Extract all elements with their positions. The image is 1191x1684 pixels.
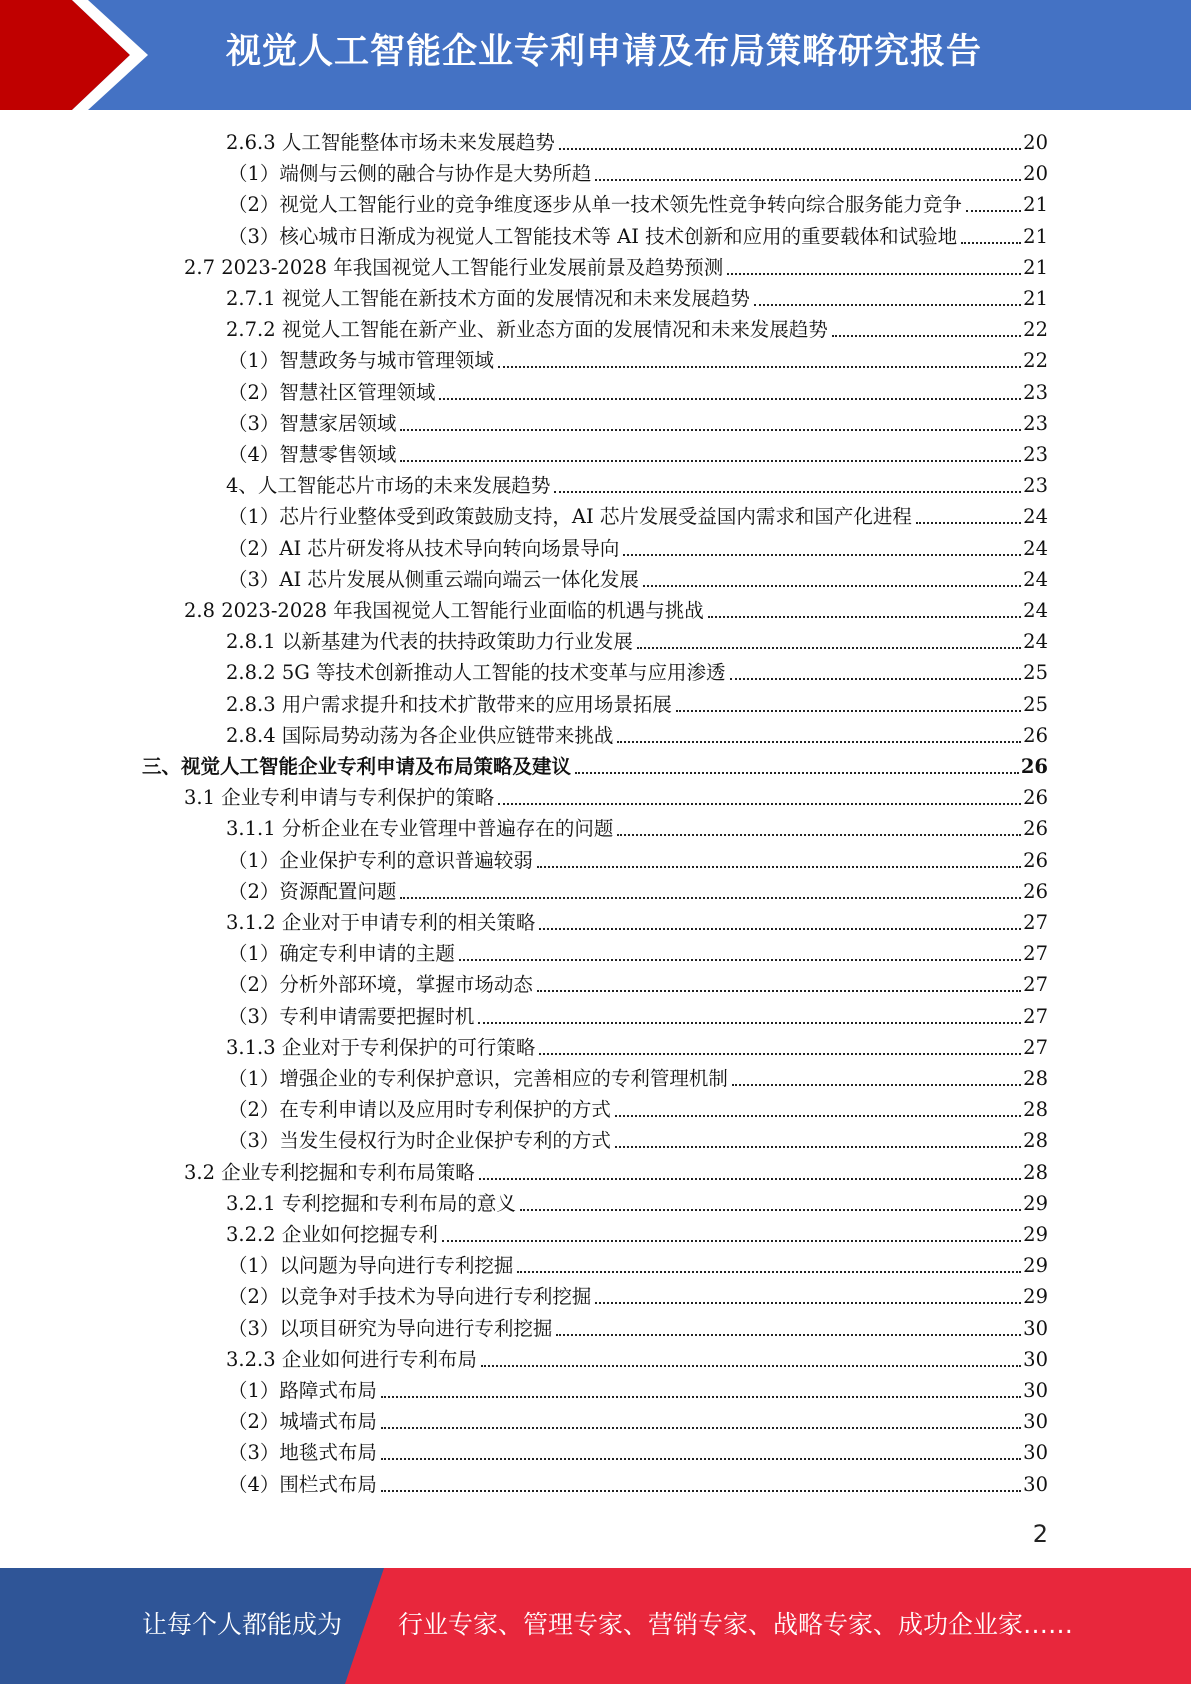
toc-entry-title: 3.1.1 分析企业在专业管理中普遍存在的问题: [226, 817, 614, 841]
toc-entry-title: 2.8.3 用户需求提升和技术扩散带来的应用场景拓展: [226, 692, 672, 716]
toc-dot-leader: [643, 585, 1021, 587]
toc-dot-leader: [617, 741, 1021, 743]
toc-entry[interactable]: [184, 595, 1048, 626]
toc-dot-leader: [537, 990, 1021, 992]
toc-entry-page: 24: [1023, 599, 1048, 622]
toc-entry-title: 2.7.2 视觉人工智能在新产业、新业态方面的发展情况和未来发展趋势: [226, 318, 828, 342]
toc-dot-leader: [400, 429, 1021, 431]
toc-entry-page: 23: [1023, 380, 1048, 404]
toc-entry-title: （3）AI 芯片发展从侧重云端向端云一体化发展: [228, 567, 639, 591]
toc-entry-page: 27: [1023, 942, 1048, 966]
toc-entry[interactable]: [184, 782, 1048, 813]
toc-entry-page: 23: [1023, 443, 1048, 466]
toc-entry[interactable]: [226, 720, 1048, 751]
toc-entry[interactable]: [228, 1094, 1048, 1125]
toc-entry[interactable]: [228, 1406, 1048, 1437]
toc-entry-page: 26: [1023, 848, 1048, 872]
toc-dot-leader: [481, 1365, 1021, 1367]
toc-dot-leader: [595, 1302, 1021, 1304]
toc-entry-title: 2.7.1 视觉人工智能在新技术方面的发展情况和未来发展趋势: [226, 287, 750, 310]
toc-dot-leader: [459, 959, 1021, 961]
toc-entry[interactable]: [228, 377, 1048, 408]
toc-entry-page: 29: [1023, 1223, 1048, 1246]
toc-entry-page: 27: [1023, 911, 1048, 934]
toc-entry-page: 30: [1023, 1347, 1048, 1371]
toc-entry-page: 30: [1023, 1472, 1048, 1496]
toc-entry-page: 28: [1023, 1160, 1048, 1184]
toc-entry-page: 28: [1023, 1098, 1048, 1122]
toc-dot-leader: [517, 1271, 1021, 1273]
toc-entry-title: （3）智慧家居领域: [228, 411, 397, 435]
toc-dot-leader: [708, 616, 1021, 618]
toc-entry[interactable]: [228, 221, 1048, 252]
toc-entry-page: 29: [1023, 1254, 1048, 1278]
toc-entry-title: 3.2.2 企业如何挖掘专利: [226, 1223, 438, 1246]
toc-entry-page: 30: [1023, 1410, 1048, 1434]
toc-dot-leader: [478, 1022, 1021, 1024]
toc-entry-page: 26: [1020, 755, 1048, 778]
toc-entry-title: （3）以项目研究为导向进行专利挖掘: [228, 1316, 553, 1340]
toc-entry-page: 21: [1023, 255, 1048, 279]
toc-entry-page: 29: [1023, 1285, 1048, 1309]
toc-entry[interactable]: [226, 1032, 1048, 1063]
toc-entry-title: （1）增强企业的专利保护意识，完善相应的专利管理机制: [228, 1067, 728, 1090]
toc-entry[interactable]: [228, 1375, 1048, 1406]
toc-entry-page: 20: [1023, 162, 1048, 186]
toc-entry[interactable]: [226, 314, 1048, 345]
toc-entry-page: 27: [1023, 1035, 1048, 1059]
toc-entry-page: 22: [1023, 318, 1048, 342]
toc-entry-page: 27: [1023, 1004, 1048, 1028]
toc-entry[interactable]: [228, 969, 1048, 1000]
toc-entry-title: 三、视觉人工智能企业专利申请及布局策略及建议: [142, 755, 572, 778]
toc-entry[interactable]: [228, 1063, 1048, 1094]
toc-entry-page: 24: [1023, 567, 1048, 591]
toc-dot-leader: [961, 242, 1021, 244]
toc-entry-page: 22: [1023, 349, 1048, 373]
toc-entry[interactable]: [228, 1001, 1048, 1032]
toc-entry-title: （4）智慧零售领域: [228, 443, 397, 466]
toc-entry-title: 2.8 2023-2028 年我国视觉人工智能行业面临的机遇与挑战: [184, 599, 704, 622]
toc-dot-leader: [556, 1334, 1021, 1336]
toc-entry-title: 3.2.1 专利挖掘和专利布局的意义: [226, 1191, 516, 1215]
toc-entry[interactable]: [228, 564, 1048, 595]
toc-entry-title: （1）芯片行业整体受到政策鼓励支持，AI 芯片发展受益国内需求和国产化进程: [228, 505, 912, 529]
toc-entry-title: （1）企业保护专利的意识普遍较弱: [228, 848, 533, 872]
toc-dot-leader: [916, 522, 1021, 524]
toc-dot-leader: [400, 460, 1021, 462]
toc-dot-leader: [498, 803, 1021, 805]
toc-entry-page: 26: [1023, 879, 1048, 903]
toc-entry-page: 25: [1023, 661, 1048, 685]
footer-banner: [0, 1568, 1191, 1684]
toc-entry-title: （2）资源配置问题: [228, 879, 397, 903]
toc-entry[interactable]: [228, 158, 1048, 189]
toc-entry-title: （1）路障式布局: [228, 1379, 377, 1402]
toc-entry-page: 26: [1023, 723, 1048, 747]
toc-entry-title: 3.1 企业专利申请与专利保护的策略: [184, 786, 495, 810]
toc-entry[interactable]: [226, 813, 1048, 844]
toc-entry[interactable]: [228, 189, 1048, 220]
toc-entry-title: （3）核心城市日渐成为视觉人工智能技术等 AI 技术创新和应用的重要载体和试验地: [228, 224, 958, 248]
toc-entry[interactable]: [228, 876, 1048, 907]
toc-entry-page: 26: [1023, 817, 1048, 841]
toc-entry-page: 30: [1023, 1379, 1048, 1402]
toc-entry-title: 3.2 企业专利挖掘和专利布局策略: [184, 1160, 475, 1184]
toc-dot-leader: [498, 366, 1021, 368]
toc-entry-page: 21: [1023, 287, 1048, 310]
toc-entry[interactable]: [228, 408, 1048, 439]
toc-entry-page: 24: [1023, 630, 1048, 654]
report-header: [0, 0, 1191, 110]
toc-entry[interactable]: [228, 1469, 1048, 1500]
toc-entry-page: 24: [1023, 505, 1048, 529]
toc-dot-leader: [381, 1396, 1021, 1398]
toc-entry-title: （2）城墙式布局: [228, 1410, 377, 1434]
toc-entry-page: 21: [1023, 193, 1048, 217]
toc-entry[interactable]: [184, 252, 1048, 283]
toc-dot-leader: [676, 710, 1021, 712]
toc-dot-leader: [730, 678, 1022, 680]
toc-dot-leader: [595, 179, 1021, 181]
toc-entry[interactable]: [228, 1125, 1048, 1156]
toc-entry-title: （1）端侧与云侧的融合与协作是大势所趋: [228, 162, 592, 186]
toc-dot-leader: [539, 928, 1021, 930]
toc-entry-title: （2）分析外部环境，掌握市场动态: [228, 973, 533, 997]
toc-dot-leader: [617, 834, 1021, 836]
toc-dot-leader: [623, 554, 1021, 556]
toc-entry-title: 3.2.3 企业如何进行专利布局: [226, 1347, 477, 1371]
toc-entry-page: 26: [1023, 786, 1048, 810]
toc-entry[interactable]: [228, 345, 1048, 376]
toc-entry-page: 20: [1023, 131, 1048, 154]
toc-entry[interactable]: [226, 470, 1048, 501]
toc-entry-title: 2.8.1 以新基建为代表的扶持政策助力行业发展: [226, 630, 633, 654]
toc-entry[interactable]: [228, 439, 1048, 470]
footer-slogan-roles: 行业专家、管理专家、营销专家、战略专家、成功企业家……: [398, 1610, 1074, 1639]
toc-entry-title: 2.6.3 人工智能整体市场未来发展趋势: [226, 131, 555, 154]
toc-entry[interactable]: [228, 1281, 1048, 1312]
toc-entry[interactable]: [226, 127, 1048, 158]
toc-entry[interactable]: [226, 1188, 1048, 1219]
toc-entry[interactable]: [142, 751, 1048, 782]
toc-entry-page: 29: [1023, 1191, 1048, 1215]
toc-entry-page: 30: [1023, 1441, 1048, 1465]
toc-dot-leader: [754, 304, 1021, 306]
toc-entry[interactable]: [226, 1344, 1048, 1375]
toc-dot-leader: [966, 210, 1021, 212]
page-number: 2: [1032, 1520, 1048, 1548]
toc-dot-leader: [381, 1458, 1021, 1460]
toc-entry[interactable]: [228, 1250, 1048, 1281]
toc-entry-page: 24: [1023, 536, 1048, 560]
toc-entry-title: （2）以竞争对手技术为导向进行专利挖掘: [228, 1285, 592, 1309]
toc-entry-page: 25: [1023, 692, 1048, 716]
toc-dot-leader: [442, 1240, 1021, 1242]
toc-dot-leader: [381, 1427, 1021, 1429]
toc-dot-leader: [832, 335, 1021, 337]
toc-entry[interactable]: [226, 1219, 1048, 1250]
toc-dot-leader: [381, 1490, 1021, 1492]
toc-entry-title: 3.1.2 企业对于申请专利的相关策略: [226, 911, 536, 934]
toc-entry-title: （3）地毯式布局: [228, 1441, 377, 1465]
toc-entry[interactable]: [226, 283, 1048, 314]
toc-dot-leader: [727, 273, 1021, 275]
toc-entry-title: （4）围栏式布局: [228, 1472, 377, 1496]
toc-dot-leader: [554, 491, 1021, 493]
toc-entry[interactable]: [226, 657, 1048, 688]
toc-entry[interactable]: [226, 626, 1048, 657]
toc-entry-page: 23: [1023, 411, 1048, 435]
toc-entry-title: （2）AI 芯片研发将从技术导向转向场景导向: [228, 536, 620, 560]
toc-entry-title: （1）智慧政务与城市管理领域: [228, 349, 494, 373]
toc-dot-leader: [479, 1178, 1021, 1180]
toc-entry-title: （1）以问题为导向进行专利挖掘: [228, 1254, 514, 1278]
toc-entry-page: 30: [1023, 1316, 1048, 1340]
toc-entry[interactable]: [228, 533, 1048, 564]
toc-entry-title: 3.1.3 企业对于专利保护的可行策略: [226, 1035, 536, 1059]
toc-dot-leader: [615, 1146, 1021, 1148]
toc-entry[interactable]: [228, 938, 1048, 969]
toc-entry-page: 21: [1023, 224, 1048, 248]
toc-entry-title: （3）当发生侵权行为时企业保护专利的方式: [228, 1129, 611, 1153]
toc-entry-page: 28: [1023, 1067, 1048, 1090]
toc-entry[interactable]: [226, 689, 1048, 720]
toc-dot-leader: [400, 897, 1021, 899]
toc-entry-title: （1）确定专利申请的主题: [228, 942, 455, 966]
toc-entry[interactable]: [228, 1437, 1048, 1468]
footer-slogan-lead: 让每个人都能成为: [142, 1610, 343, 1639]
toc-entry-page: 23: [1023, 474, 1048, 498]
toc-entry-page: 27: [1023, 973, 1048, 997]
toc-entry[interactable]: [184, 1157, 1048, 1188]
toc-dot-leader: [637, 647, 1021, 649]
toc-dot-leader: [539, 1053, 1021, 1055]
toc-entry-title: 4、人工智能芯片市场的未来发展趋势: [226, 474, 551, 498]
toc-entry[interactable]: [228, 501, 1048, 532]
toc-entry-title: 2.7 2023-2028 年我国视觉人工智能行业发展前景及趋势预测: [184, 255, 724, 279]
toc-dot-leader: [575, 772, 1019, 774]
toc-entry[interactable]: [228, 845, 1048, 876]
toc-entry[interactable]: [228, 1313, 1048, 1344]
toc-entry-title: （3）专利申请需要把握时机: [228, 1004, 475, 1028]
report-title: 视觉人工智能企业专利申请及布局策略研究报告: [226, 32, 983, 72]
toc-entry-title: 2.8.2 5G 等技术创新推动人工智能的技术变革与应用渗透: [226, 661, 726, 685]
toc-entry-title: （2）在专利申请以及应用时专利保护的方式: [228, 1098, 611, 1122]
toc-dot-leader: [559, 148, 1021, 150]
toc-entry-title: （2）智慧社区管理领域: [228, 380, 436, 404]
toc-dot-leader: [520, 1209, 1021, 1211]
toc-dot-leader: [537, 866, 1021, 868]
toc-dot-leader: [439, 398, 1021, 400]
toc-entry-page: 28: [1023, 1129, 1048, 1153]
toc-entry-title: 2.8.4 国际局势动荡为各企业供应链带来挑战: [226, 723, 614, 747]
toc-entry[interactable]: [226, 907, 1048, 938]
toc-dot-leader: [615, 1115, 1021, 1117]
red-chevron-decoration: [0, 0, 160, 110]
toc-dot-leader: [732, 1084, 1021, 1086]
toc-entry-title: （2）视觉人工智能行业的竞争维度逐步从单一技术领先性竞争转向综合服务能力竞争: [228, 193, 962, 217]
